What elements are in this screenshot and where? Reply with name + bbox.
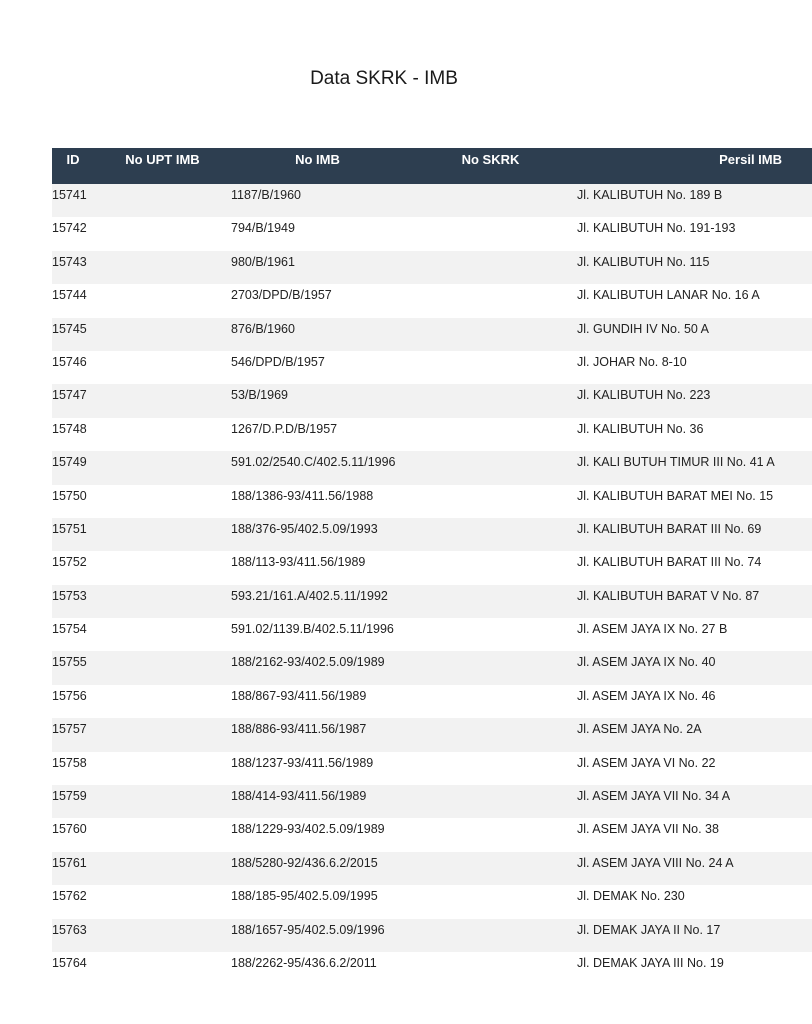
cell-no-upt-imb — [94, 485, 231, 518]
column-header-no-imb: No IMB — [231, 148, 404, 184]
cell-id: 15743 — [52, 251, 94, 284]
cell-id: 15749 — [52, 451, 94, 484]
cell-no-skrk — [404, 651, 577, 684]
cell-no-imb: 980/B/1961 — [231, 251, 404, 284]
cell-no-skrk — [404, 251, 577, 284]
cell-no-upt-imb — [94, 919, 231, 952]
cell-no-skrk — [404, 551, 577, 584]
cell-id: 15744 — [52, 284, 94, 317]
cell-persil-imb: Jl. ASEM JAYA VIII No. 24 A — [577, 852, 812, 885]
cell-id: 15742 — [52, 217, 94, 250]
cell-no-skrk — [404, 217, 577, 250]
table-row — [52, 217, 812, 250]
cell-id: 15748 — [52, 418, 94, 451]
table-row — [52, 685, 812, 718]
table-row — [52, 618, 812, 651]
cell-no-skrk — [404, 818, 577, 851]
cell-no-skrk — [404, 952, 577, 985]
cell-id: 15760 — [52, 818, 94, 851]
cell-id: 15754 — [52, 618, 94, 651]
cell-persil-imb: Jl. KALIBUTUH No. 189 B — [577, 184, 812, 217]
cell-id: 15751 — [52, 518, 94, 551]
cell-persil-imb: Jl. ASEM JAYA VII No. 38 — [577, 818, 812, 851]
cell-persil-imb: Jl. ASEM JAYA IX No. 40 — [577, 651, 812, 684]
table-row — [52, 284, 812, 317]
cell-persil-imb: Jl. GUNDIH IV No. 50 A — [577, 318, 812, 351]
cell-no-skrk — [404, 919, 577, 952]
cell-no-skrk — [404, 485, 577, 518]
cell-no-upt-imb — [94, 818, 231, 851]
cell-id: 15755 — [52, 651, 94, 684]
cell-no-upt-imb — [94, 718, 231, 751]
cell-persil-imb: Jl. ASEM JAYA No. 2A — [577, 718, 812, 751]
cell-no-upt-imb — [94, 217, 231, 250]
table-row — [52, 518, 812, 551]
cell-no-imb: 188/2162-93/402.5.09/1989 — [231, 651, 404, 684]
cell-id: 15763 — [52, 919, 94, 952]
cell-no-skrk — [404, 585, 577, 618]
cell-no-skrk — [404, 785, 577, 818]
cell-persil-imb: Jl. KALI BUTUH TIMUR III No. 41 A — [577, 451, 812, 484]
table-header-row — [52, 148, 812, 184]
table-row — [52, 551, 812, 584]
cell-no-skrk — [404, 318, 577, 351]
table-row — [52, 718, 812, 751]
cell-persil-imb: Jl. ASEM JAYA IX No. 27 B — [577, 618, 812, 651]
cell-persil-imb: Jl. KALIBUTUH No. 191-193 — [577, 217, 812, 250]
cell-no-imb: 188/414-93/411.56/1989 — [231, 785, 404, 818]
cell-no-skrk — [404, 618, 577, 651]
cell-no-imb: 188/1657-95/402.5.09/1996 — [231, 919, 404, 952]
table-row — [52, 852, 812, 885]
column-header-no-upt-imb: No UPT IMB — [94, 148, 231, 184]
column-header-id: ID — [52, 148, 94, 184]
cell-no-skrk — [404, 351, 577, 384]
data-table — [52, 148, 812, 985]
table-row — [52, 451, 812, 484]
cell-no-imb: 188/2262-95/436.6.2/2011 — [231, 952, 404, 985]
cell-id: 15750 — [52, 485, 94, 518]
column-header-persil-imb: Persil IMB — [577, 148, 812, 184]
cell-no-upt-imb — [94, 685, 231, 718]
cell-persil-imb: Jl. KALIBUTUH BARAT III No. 74 — [577, 551, 812, 584]
table-row — [52, 251, 812, 284]
cell-no-imb: 188/1229-93/402.5.09/1989 — [231, 818, 404, 851]
cell-no-imb: 188/5280-92/436.6.2/2015 — [231, 852, 404, 885]
cell-no-imb: 546/DPD/B/1957 — [231, 351, 404, 384]
table-row — [52, 351, 812, 384]
cell-no-skrk — [404, 518, 577, 551]
cell-no-upt-imb — [94, 284, 231, 317]
cell-persil-imb: Jl. JOHAR No. 8-10 — [577, 351, 812, 384]
cell-no-imb: 593.21/161.A/402.5.11/1992 — [231, 585, 404, 618]
cell-no-upt-imb — [94, 351, 231, 384]
cell-persil-imb: Jl. KALIBUTUH BARAT MEI No. 15 — [577, 485, 812, 518]
cell-no-imb: 188/376-95/402.5.09/1993 — [231, 518, 404, 551]
cell-no-upt-imb — [94, 518, 231, 551]
cell-id: 15756 — [52, 685, 94, 718]
cell-no-skrk — [404, 384, 577, 417]
column-header-no-skrk: No SKRK — [404, 148, 577, 184]
cell-no-skrk — [404, 418, 577, 451]
cell-no-imb: 188/1237-93/411.56/1989 — [231, 752, 404, 785]
cell-persil-imb: Jl. ASEM JAYA IX No. 46 — [577, 685, 812, 718]
cell-no-upt-imb — [94, 585, 231, 618]
cell-no-skrk — [404, 685, 577, 718]
cell-persil-imb: Jl. KALIBUTUH No. 36 — [577, 418, 812, 451]
cell-no-upt-imb — [94, 418, 231, 451]
cell-persil-imb: Jl. KALIBUTUH LANAR No. 16 A — [577, 284, 812, 317]
cell-persil-imb: Jl. KALIBUTUH No. 223 — [577, 384, 812, 417]
cell-no-imb: 188/1386-93/411.56/1988 — [231, 485, 404, 518]
cell-no-skrk — [404, 451, 577, 484]
table-row — [52, 384, 812, 417]
cell-no-imb: 1187/B/1960 — [231, 184, 404, 217]
cell-id: 15752 — [52, 551, 94, 584]
table-row — [52, 418, 812, 451]
table-row — [52, 184, 812, 217]
cell-no-upt-imb — [94, 451, 231, 484]
cell-id: 15762 — [52, 885, 94, 918]
cell-no-imb: 2703/DPD/B/1957 — [231, 284, 404, 317]
cell-persil-imb: Jl. ASEM JAYA VII No. 34 A — [577, 785, 812, 818]
table-row — [52, 785, 812, 818]
cell-no-skrk — [404, 718, 577, 751]
cell-persil-imb: Jl. KALIBUTUH No. 115 — [577, 251, 812, 284]
cell-id: 15746 — [52, 351, 94, 384]
cell-no-imb: 794/B/1949 — [231, 217, 404, 250]
cell-no-imb: 1267/D.P.D/B/1957 — [231, 418, 404, 451]
table-row — [52, 585, 812, 618]
cell-no-upt-imb — [94, 952, 231, 985]
data-table-container — [52, 148, 782, 985]
table-row — [52, 919, 812, 952]
cell-id: 15759 — [52, 785, 94, 818]
table-row — [52, 651, 812, 684]
cell-id: 15741 — [52, 184, 94, 217]
cell-id: 15745 — [52, 318, 94, 351]
cell-no-imb: 188/867-93/411.56/1989 — [231, 685, 404, 718]
cell-no-skrk — [404, 284, 577, 317]
cell-no-upt-imb — [94, 885, 231, 918]
cell-no-imb: 876/B/1960 — [231, 318, 404, 351]
table-row — [52, 952, 812, 985]
cell-id: 15757 — [52, 718, 94, 751]
cell-persil-imb: Jl. DEMAK No. 230 — [577, 885, 812, 918]
cell-no-skrk — [404, 885, 577, 918]
cell-persil-imb: Jl. ASEM JAYA VI No. 22 — [577, 752, 812, 785]
table-row — [52, 318, 812, 351]
cell-no-upt-imb — [94, 551, 231, 584]
table-row — [52, 485, 812, 518]
cell-no-upt-imb — [94, 651, 231, 684]
cell-no-upt-imb — [94, 752, 231, 785]
cell-no-upt-imb — [94, 384, 231, 417]
cell-id: 15761 — [52, 852, 94, 885]
cell-no-imb: 591.02/2540.C/402.5.11/1996 — [231, 451, 404, 484]
cell-no-imb: 53/B/1969 — [231, 384, 404, 417]
cell-no-imb: 188/113-93/411.56/1989 — [231, 551, 404, 584]
cell-no-skrk — [404, 752, 577, 785]
table-header — [52, 148, 812, 184]
cell-no-imb: 188/886-93/411.56/1987 — [231, 718, 404, 751]
cell-no-skrk — [404, 184, 577, 217]
cell-id: 15764 — [52, 952, 94, 985]
cell-no-upt-imb — [94, 251, 231, 284]
cell-no-upt-imb — [94, 852, 231, 885]
cell-id: 15758 — [52, 752, 94, 785]
cell-no-upt-imb — [94, 318, 231, 351]
cell-no-upt-imb — [94, 618, 231, 651]
table-body — [52, 184, 812, 985]
cell-persil-imb: Jl. KALIBUTUH BARAT III No. 69 — [577, 518, 812, 551]
cell-no-imb: 591.02/1139.B/402.5.11/1996 — [231, 618, 404, 651]
cell-id: 15747 — [52, 384, 94, 417]
page-title: Data SKRK - IMB — [310, 68, 458, 89]
cell-no-upt-imb — [94, 184, 231, 217]
cell-persil-imb: Jl. DEMAK JAYA II No. 17 — [577, 919, 812, 952]
table-row — [52, 818, 812, 851]
table-row — [52, 885, 812, 918]
cell-no-imb: 188/185-95/402.5.09/1995 — [231, 885, 404, 918]
cell-persil-imb: Jl. DEMAK JAYA III No. 19 — [577, 952, 812, 985]
cell-persil-imb: Jl. KALIBUTUH BARAT V No. 87 — [577, 585, 812, 618]
cell-id: 15753 — [52, 585, 94, 618]
cell-no-skrk — [404, 852, 577, 885]
cell-no-upt-imb — [94, 785, 231, 818]
table-row — [52, 752, 812, 785]
